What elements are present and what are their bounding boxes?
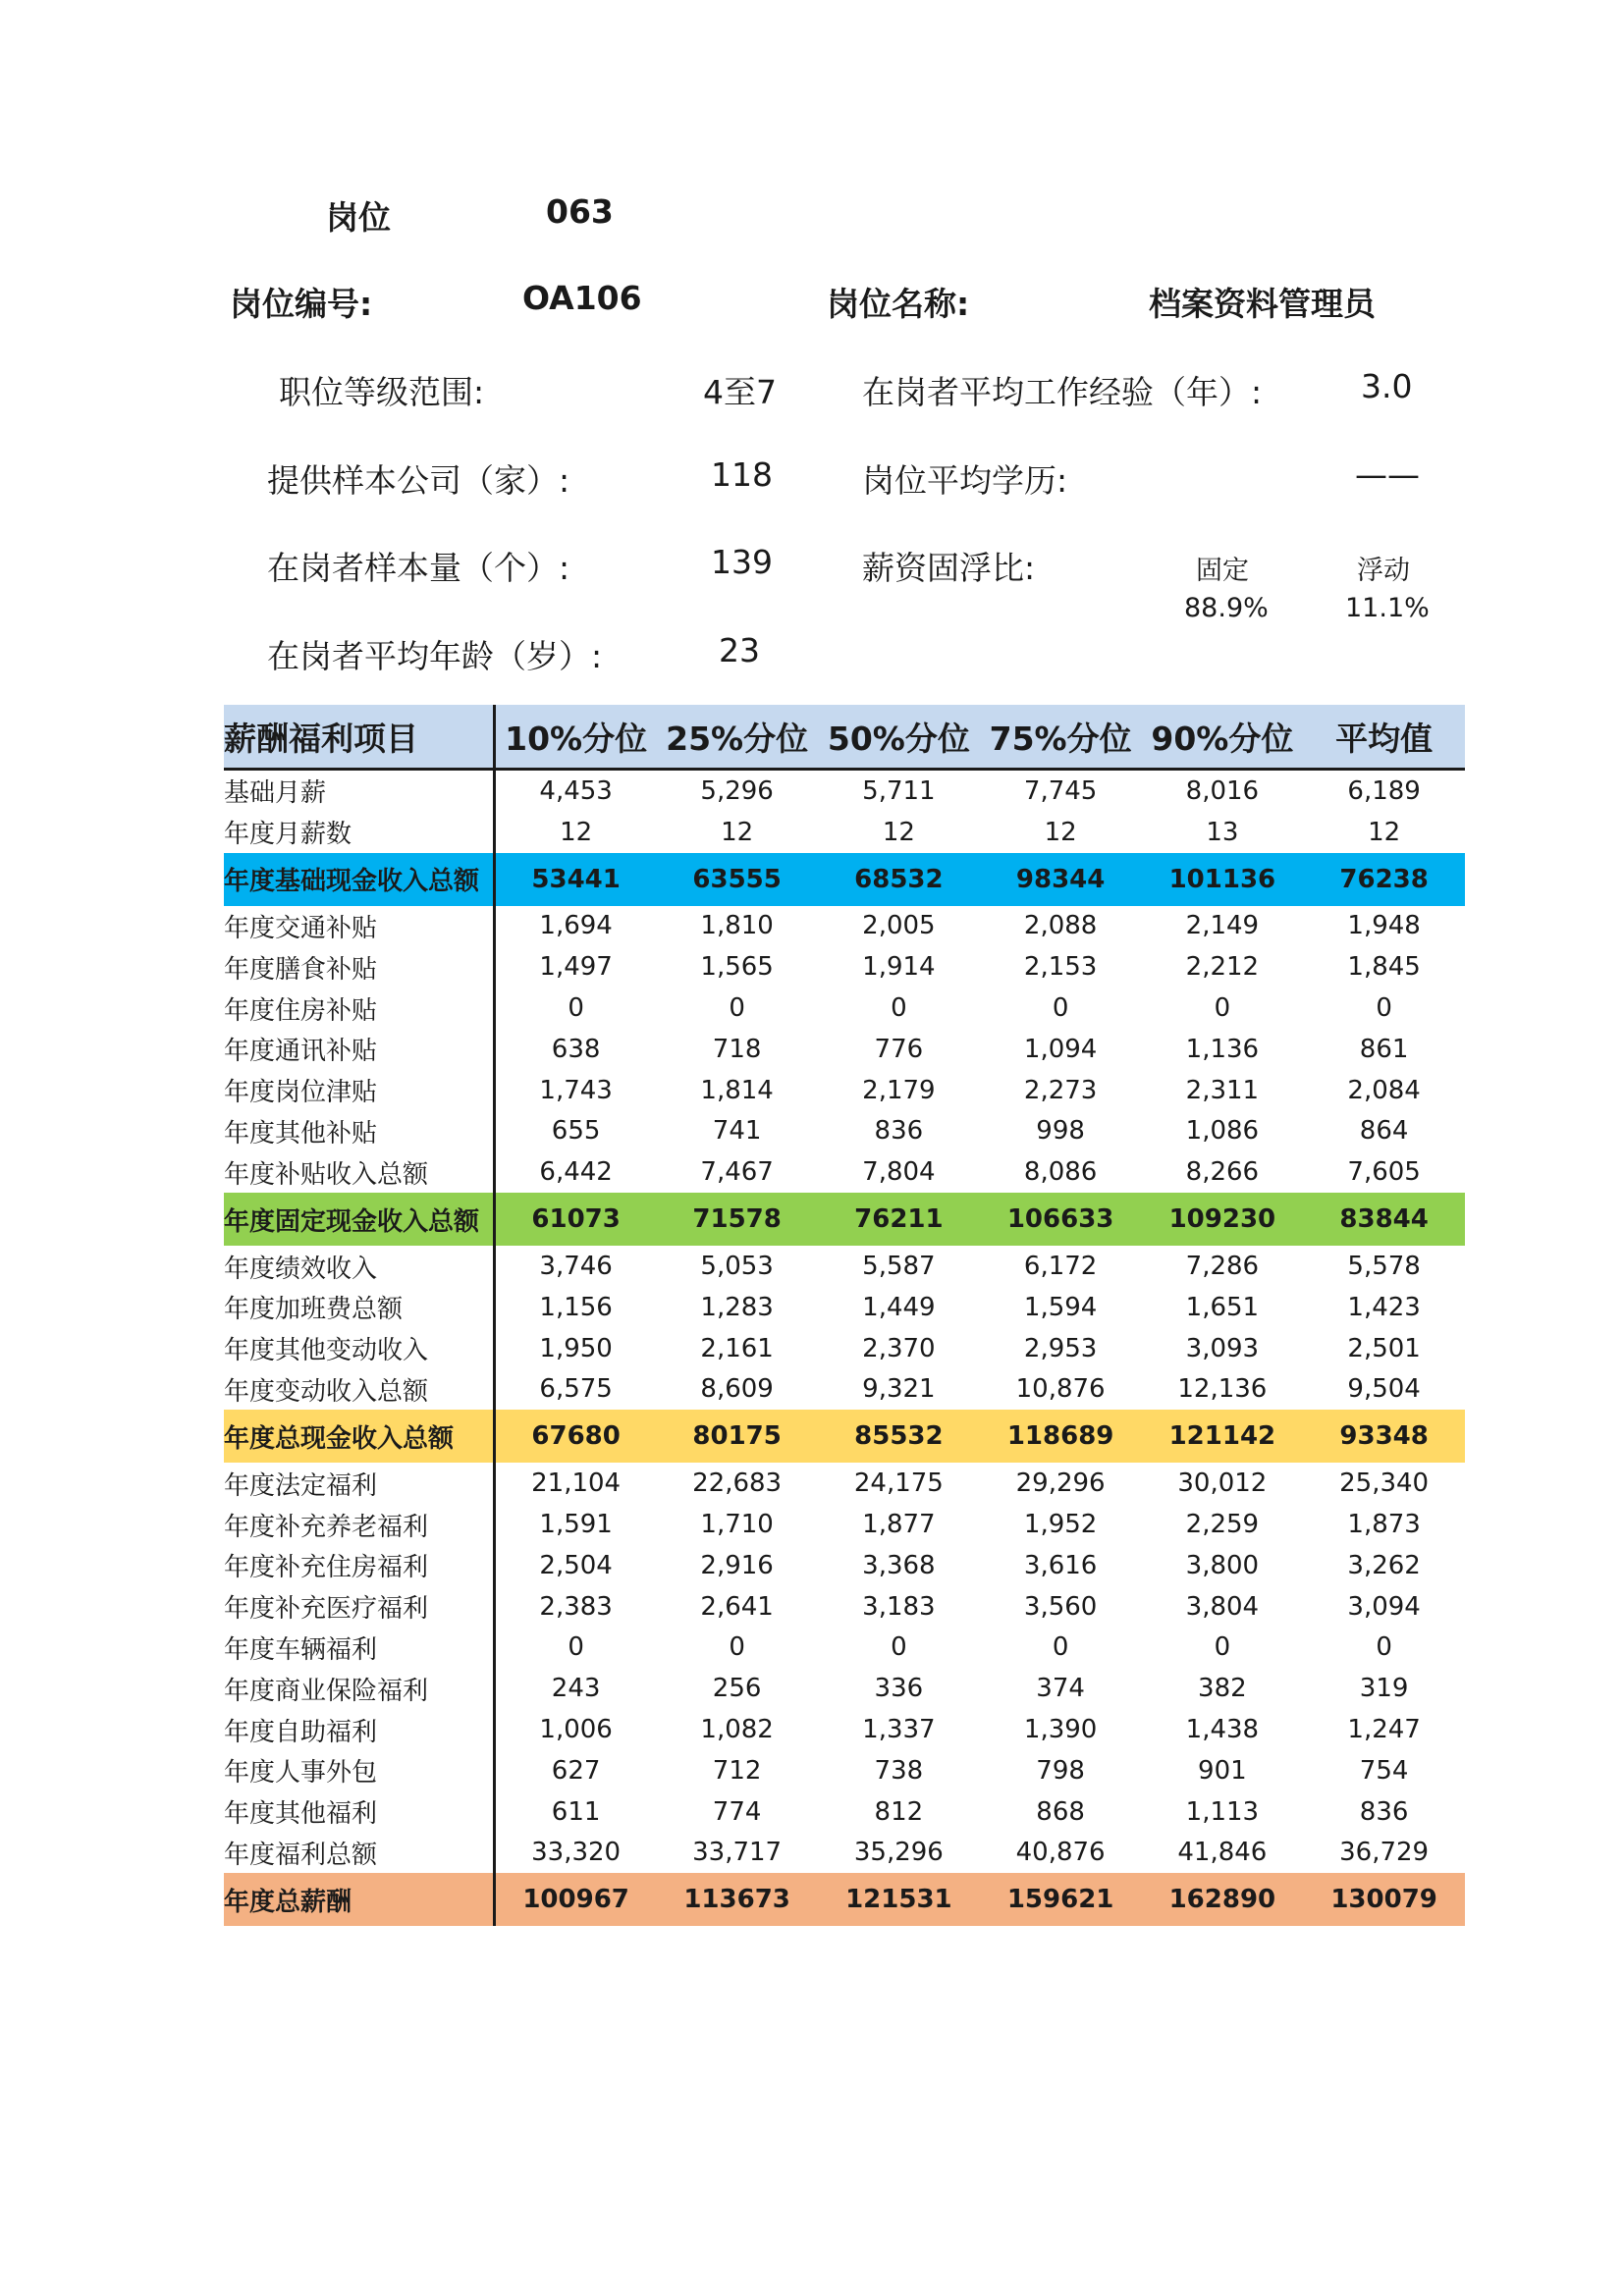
table-row — [224, 1750, 1465, 1791]
row-value: 1,438 — [1185, 1715, 1260, 1745]
row-value: 2,504 — [539, 1550, 613, 1580]
table-total-row — [224, 1873, 1465, 1926]
float-label: 浮动 — [1357, 556, 1410, 586]
row-value: 85532 — [818, 1410, 980, 1463]
name-label: 岗位名称: — [827, 285, 970, 323]
row-value: 864 — [1359, 1116, 1409, 1147]
header-p25: 25%分位 — [656, 705, 818, 770]
row-value: 2,641 — [700, 1591, 774, 1622]
row-value: 336 — [874, 1674, 924, 1704]
header-p90: 90%分位 — [1142, 705, 1304, 770]
row-value: 1,113 — [1185, 1796, 1260, 1827]
row-label: 年度补充养老福利 — [224, 1504, 495, 1545]
row-value: 12 — [560, 817, 593, 847]
row-label: 年度其他补贴 — [224, 1111, 495, 1152]
row-value: 2,212 — [1185, 952, 1260, 983]
row-value: 100967 — [495, 1873, 657, 1926]
header-p75: 75%分位 — [980, 705, 1142, 770]
row-value: 1,845 — [1347, 952, 1421, 983]
table-row — [224, 1628, 1465, 1669]
row-value: 2,916 — [700, 1550, 774, 1580]
sample-people-value: 139 — [711, 543, 773, 581]
row-value: 1,565 — [700, 952, 774, 983]
salary-table — [224, 705, 1465, 1926]
header-p50: 50%分位 — [818, 705, 980, 770]
row-value: 2,259 — [1185, 1510, 1260, 1540]
table-row — [224, 1151, 1465, 1193]
row-value: 61073 — [495, 1193, 657, 1246]
header-p10: 10%分位 — [495, 705, 657, 770]
row-value: 1,877 — [862, 1510, 936, 1540]
row-label: 年度其他福利 — [224, 1791, 495, 1833]
row-value: 712 — [712, 1755, 762, 1786]
avg-age-value: 23 — [719, 631, 760, 669]
row-value: 8,016 — [1185, 775, 1260, 806]
row-value: 3,746 — [539, 1252, 613, 1282]
row-value: 0 — [891, 993, 907, 1024]
table-row — [224, 1328, 1465, 1369]
row-value: 1,651 — [1185, 1292, 1260, 1322]
row-value: 1,710 — [700, 1510, 774, 1540]
row-value: 7,804 — [862, 1157, 936, 1188]
row-value: 3,094 — [1347, 1591, 1421, 1622]
row-value: 76211 — [818, 1193, 980, 1246]
row-label: 年度加班费总额 — [224, 1287, 495, 1328]
row-value: 3,616 — [1023, 1550, 1098, 1580]
row-value: 1,247 — [1347, 1715, 1421, 1745]
row-value: 5,578 — [1347, 1252, 1421, 1282]
avg-age-label: 在岗者平均年龄（岁）: — [267, 637, 603, 675]
row-label: 年度通讯补贴 — [224, 1029, 495, 1070]
row-value: 36,729 — [1339, 1838, 1430, 1868]
row-value: 243 — [551, 1674, 601, 1704]
code-value: OA106 — [522, 279, 642, 317]
row-value: 1,497 — [539, 952, 613, 983]
post-value: 063 — [546, 192, 614, 231]
row-value: 121531 — [818, 1873, 980, 1926]
header-item: 薪酬福利项目 — [224, 705, 495, 770]
row-value: 2,149 — [1185, 911, 1260, 941]
row-value: 5,711 — [862, 775, 936, 806]
row-value: 611 — [551, 1796, 601, 1827]
row-value: 1,156 — [539, 1292, 613, 1322]
row-value: 0 — [568, 1632, 584, 1663]
row-value: 8,266 — [1185, 1157, 1260, 1188]
row-value: 2,153 — [1023, 952, 1098, 983]
ratio-label: 薪资固浮比: — [862, 549, 1036, 587]
row-value: 8,086 — [1023, 1157, 1098, 1188]
row-value: 1,390 — [1023, 1715, 1098, 1745]
education-value: —— — [1355, 455, 1420, 494]
table-row — [224, 1246, 1465, 1287]
row-value: 1,810 — [700, 911, 774, 941]
row-value: 1,591 — [539, 1510, 613, 1540]
experience-label: 在岗者平均工作经验（年）: — [862, 373, 1263, 411]
row-value: 1,086 — [1185, 1116, 1260, 1147]
row-value: 0 — [1214, 1632, 1231, 1663]
table-row — [224, 770, 1465, 812]
row-value: 741 — [712, 1116, 762, 1147]
row-value: 25,340 — [1339, 1468, 1430, 1499]
row-value: 7,745 — [1023, 775, 1098, 806]
fixed-value: 88.9% — [1184, 593, 1269, 623]
row-value: 0 — [568, 993, 584, 1024]
row-value: 901 — [1198, 1755, 1247, 1786]
row-value: 3,800 — [1185, 1550, 1260, 1580]
salary-table-body — [224, 705, 1465, 1926]
row-value: 9,321 — [862, 1374, 936, 1405]
row-value: 40,876 — [1015, 1838, 1106, 1868]
row-value: 1,873 — [1347, 1510, 1421, 1540]
row-value: 3,262 — [1347, 1550, 1421, 1580]
header-average: 平均值 — [1303, 705, 1465, 770]
row-value: 76238 — [1303, 853, 1465, 906]
table-total-row — [224, 1193, 1465, 1246]
row-value: 1,948 — [1347, 911, 1421, 941]
row-value: 2,383 — [539, 1591, 613, 1622]
row-value: 638 — [551, 1034, 601, 1064]
row-value: 836 — [874, 1116, 924, 1147]
row-label: 年度固定现金收入总额 — [224, 1193, 495, 1246]
row-value: 63555 — [656, 853, 818, 906]
row-value: 41,846 — [1177, 1838, 1268, 1868]
row-value: 101136 — [1142, 853, 1304, 906]
row-value: 93348 — [1303, 1410, 1465, 1463]
table-row — [224, 1111, 1465, 1152]
table-row — [224, 1463, 1465, 1504]
row-value: 2,005 — [862, 911, 936, 941]
row-value: 67680 — [495, 1410, 657, 1463]
row-value: 162890 — [1142, 1873, 1304, 1926]
row-value: 68532 — [818, 853, 980, 906]
row-value: 3,093 — [1185, 1333, 1260, 1363]
table-row — [224, 1791, 1465, 1833]
row-value: 836 — [1359, 1796, 1409, 1827]
grade-label: 职位等级范围: — [279, 373, 485, 411]
row-value: 2,179 — [862, 1075, 936, 1105]
row-value: 1,743 — [539, 1075, 613, 1105]
row-value: 2,953 — [1023, 1333, 1098, 1363]
row-value: 2,311 — [1185, 1075, 1260, 1105]
row-value: 12 — [1044, 817, 1077, 847]
row-value: 118689 — [980, 1410, 1142, 1463]
row-label: 年度变动收入总额 — [224, 1369, 495, 1411]
row-value: 1,082 — [700, 1715, 774, 1745]
row-label: 年度月薪数 — [224, 812, 495, 853]
row-value: 319 — [1359, 1674, 1409, 1704]
row-label: 年度补充医疗福利 — [224, 1586, 495, 1628]
row-value: 0 — [729, 1632, 745, 1663]
row-label: 年度福利总额 — [224, 1833, 495, 1874]
row-label: 年度岗位津贴 — [224, 1070, 495, 1111]
row-value: 7,286 — [1185, 1252, 1260, 1282]
education-label: 岗位平均学历: — [862, 461, 1068, 500]
row-value: 9,504 — [1347, 1374, 1421, 1405]
row-value: 7,605 — [1347, 1157, 1421, 1188]
row-label: 年度住房补贴 — [224, 988, 495, 1029]
row-value: 1,594 — [1023, 1292, 1098, 1322]
row-value: 6,575 — [539, 1374, 613, 1405]
row-value: 868 — [1036, 1796, 1085, 1827]
row-value: 21,104 — [531, 1468, 622, 1499]
table-row — [224, 1287, 1465, 1328]
row-value: 774 — [712, 1796, 762, 1827]
row-value: 5,587 — [862, 1252, 936, 1282]
row-value: 13 — [1206, 817, 1239, 847]
row-value: 22,683 — [692, 1468, 783, 1499]
table-header-row — [224, 705, 1465, 770]
row-value: 12 — [882, 817, 915, 847]
row-value: 798 — [1036, 1755, 1085, 1786]
row-value: 1,694 — [539, 911, 613, 941]
row-value: 29,296 — [1015, 1468, 1106, 1499]
table-row — [224, 1545, 1465, 1586]
fixed-label: 固定 — [1196, 556, 1249, 586]
row-value: 2,501 — [1347, 1333, 1421, 1363]
row-label: 年度绩效收入 — [224, 1246, 495, 1287]
row-value: 2,370 — [862, 1333, 936, 1363]
row-value: 130079 — [1303, 1873, 1465, 1926]
row-value: 3,183 — [862, 1591, 936, 1622]
experience-value: 3.0 — [1361, 367, 1413, 405]
row-value: 6,189 — [1347, 775, 1421, 806]
row-value: 3,560 — [1023, 1591, 1098, 1622]
row-value: 1,283 — [700, 1292, 774, 1322]
row-value: 106633 — [980, 1193, 1142, 1246]
row-value: 0 — [891, 1632, 907, 1663]
row-value: 33,717 — [692, 1838, 783, 1868]
row-label: 年度交通补贴 — [224, 906, 495, 947]
row-value: 121142 — [1142, 1410, 1304, 1463]
table-total-row — [224, 853, 1465, 906]
row-value: 109230 — [1142, 1193, 1304, 1246]
row-value: 2,273 — [1023, 1075, 1098, 1105]
row-value: 4,453 — [539, 775, 613, 806]
row-value: 3,368 — [862, 1550, 936, 1580]
table-row — [224, 1709, 1465, 1750]
row-value: 374 — [1036, 1674, 1085, 1704]
row-value: 655 — [551, 1116, 601, 1147]
row-value: 1,136 — [1185, 1034, 1260, 1064]
row-value: 718 — [712, 1034, 762, 1064]
row-value: 256 — [712, 1674, 762, 1704]
row-value: 0 — [1376, 1632, 1392, 1663]
float-value: 11.1% — [1345, 593, 1430, 623]
table-row — [224, 1586, 1465, 1628]
row-value: 30,012 — [1177, 1468, 1268, 1499]
row-value: 8,609 — [700, 1374, 774, 1405]
table-row — [224, 1369, 1465, 1411]
table-row — [224, 988, 1465, 1029]
row-value: 0 — [1052, 993, 1069, 1024]
row-value: 1,952 — [1023, 1510, 1098, 1540]
row-value: 5,053 — [700, 1252, 774, 1282]
row-label: 基础月薪 — [224, 770, 495, 812]
code-label: 岗位编号: — [230, 285, 373, 323]
row-value: 1,449 — [862, 1292, 936, 1322]
row-value: 159621 — [980, 1873, 1142, 1926]
row-value: 83844 — [1303, 1193, 1465, 1246]
row-label: 年度车辆福利 — [224, 1628, 495, 1669]
row-value: 35,296 — [853, 1838, 944, 1868]
row-value: 998 — [1036, 1116, 1085, 1147]
row-value: 12 — [721, 817, 754, 847]
row-label: 年度人事外包 — [224, 1750, 495, 1791]
row-label: 年度膳食补贴 — [224, 946, 495, 988]
row-value: 6,172 — [1023, 1252, 1098, 1282]
row-value: 6,442 — [539, 1157, 613, 1188]
table-row — [224, 812, 1465, 853]
row-value: 1,914 — [862, 952, 936, 983]
row-value: 754 — [1359, 1755, 1409, 1786]
post-label: 岗位 — [326, 198, 391, 237]
table-row — [224, 1833, 1465, 1874]
name-value: 档案资料管理员 — [1149, 285, 1376, 323]
row-value: 1,094 — [1023, 1034, 1098, 1064]
row-value: 1,337 — [862, 1715, 936, 1745]
row-value: 80175 — [656, 1410, 818, 1463]
row-value: 812 — [874, 1796, 924, 1827]
row-value: 1,006 — [539, 1715, 613, 1745]
row-value: 776 — [874, 1034, 924, 1064]
row-value: 98344 — [980, 853, 1142, 906]
sample-company-value: 118 — [711, 455, 773, 494]
table-row — [224, 1504, 1465, 1545]
row-label: 年度总现金收入总额 — [224, 1410, 495, 1463]
row-value: 627 — [551, 1755, 601, 1786]
row-value: 24,175 — [853, 1468, 944, 1499]
row-label: 年度自助福利 — [224, 1709, 495, 1750]
row-label: 年度补充住房福利 — [224, 1545, 495, 1586]
table-row — [224, 1668, 1465, 1709]
row-value: 2,084 — [1347, 1075, 1421, 1105]
row-value: 10,876 — [1015, 1374, 1106, 1405]
row-label: 年度法定福利 — [224, 1463, 495, 1504]
row-value: 33,320 — [531, 1838, 622, 1868]
table-row — [224, 946, 1465, 988]
sample-people-label: 在岗者样本量（个）: — [267, 549, 570, 587]
row-value: 1,950 — [539, 1333, 613, 1363]
row-value: 12 — [1368, 817, 1401, 847]
row-value: 71578 — [656, 1193, 818, 1246]
row-value: 0 — [1052, 1632, 1069, 1663]
row-value: 12,136 — [1177, 1374, 1268, 1405]
grade-value: 4至7 — [703, 373, 777, 411]
row-value: 53441 — [495, 853, 657, 906]
row-value: 0 — [1376, 993, 1392, 1024]
row-value: 2,088 — [1023, 911, 1098, 941]
row-label: 年度总薪酬 — [224, 1873, 495, 1926]
table-row — [224, 906, 1465, 947]
row-value: 2,161 — [700, 1333, 774, 1363]
row-label: 年度其他变动收入 — [224, 1328, 495, 1369]
row-value: 382 — [1198, 1674, 1247, 1704]
row-value: 0 — [1214, 993, 1231, 1024]
row-value: 1,814 — [700, 1075, 774, 1105]
sample-company-label: 提供样本公司（家）: — [267, 461, 570, 500]
row-value: 113673 — [656, 1873, 818, 1926]
row-value: 3,804 — [1185, 1591, 1260, 1622]
row-label: 年度商业保险福利 — [224, 1668, 495, 1709]
row-label: 年度基础现金收入总额 — [224, 853, 495, 906]
row-value: 738 — [874, 1755, 924, 1786]
table-row — [224, 1070, 1465, 1111]
row-value: 0 — [729, 993, 745, 1024]
row-value: 5,296 — [700, 775, 774, 806]
row-value: 7,467 — [700, 1157, 774, 1188]
row-value: 1,423 — [1347, 1292, 1421, 1322]
row-label: 年度补贴收入总额 — [224, 1151, 495, 1193]
table-total-row — [224, 1410, 1465, 1463]
table-row — [224, 1029, 1465, 1070]
row-value: 861 — [1359, 1034, 1409, 1064]
